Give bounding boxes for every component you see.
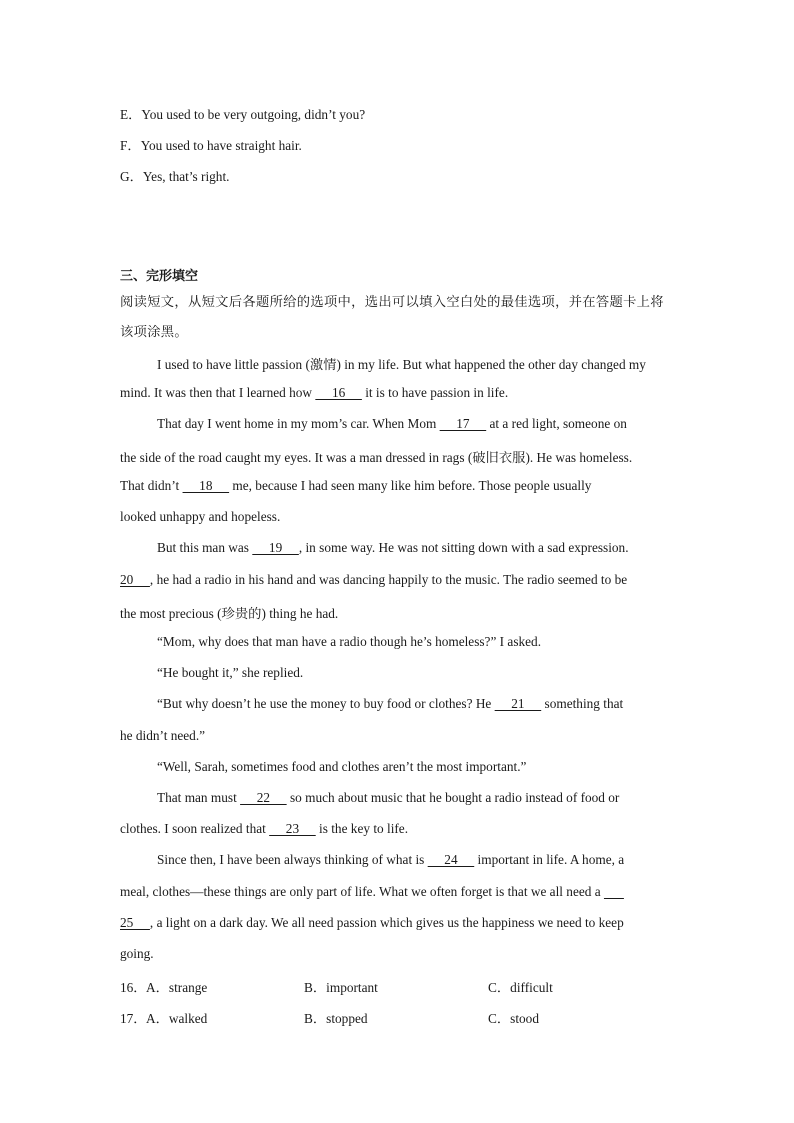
passage-text: That day I went home in my mom’s car. When Mom — [157, 416, 440, 431]
option-e: E．You used to be very outgoing, didn’t you? — [120, 107, 366, 122]
option-g: G．Yes, that’s right. — [120, 169, 230, 184]
passage-line — [120, 572, 627, 588]
section-title: 三、完形填空 — [120, 269, 199, 284]
passage-text: Since then, I have been always thinking of what is — [157, 852, 428, 867]
passage-line — [157, 852, 624, 868]
blank-23: 23 — [269, 821, 316, 836]
passage-text: is the key to life. — [315, 821, 409, 836]
passage-text: important in life. A home, a — [474, 852, 625, 867]
passage-text: me, because I had seen many like him before. Those people usually — [229, 478, 592, 493]
passage-text: , he had a radio in his hand and was dancing happily to the music. The radio seemed to be — [149, 572, 628, 587]
passage-line — [120, 821, 408, 837]
passage-line — [157, 416, 627, 432]
blank-20: 20 — [120, 572, 150, 587]
passage-text: That didn’t — [120, 478, 183, 493]
passage-line: “Mom, why does that man have a radio though he’s homeless?” I asked. — [157, 634, 542, 649]
passage-line — [157, 790, 619, 806]
passage-line: the most precious (珍贵的) thing he had. — [120, 606, 339, 621]
passage-line: going. — [120, 946, 154, 961]
blank-24: 24 — [427, 852, 475, 867]
passage-line — [120, 385, 508, 401]
passage-line — [157, 540, 629, 556]
choice-c[interactable]: C．stood — [488, 1011, 539, 1026]
blank-18: 18 — [182, 478, 230, 493]
passage-line — [157, 696, 623, 712]
passage-text: it is to have passion in life. — [361, 385, 509, 400]
question-number: 16． — [120, 980, 147, 995]
passage-text: But this man was — [157, 540, 253, 555]
choice-c[interactable]: C．difficult — [488, 980, 553, 995]
blank-21: 21 — [494, 696, 542, 711]
passage-text: so much about music that he bought a radio instead of food or — [286, 790, 620, 805]
passage-text: something that — [541, 696, 624, 711]
passage-text: at a red light, someone on — [486, 416, 627, 431]
choice-a[interactable]: A．strange — [146, 980, 208, 995]
question-number: 17． — [120, 1011, 147, 1026]
passage-line — [120, 915, 624, 931]
section-instruction-line-2: 该项涂黑。 — [120, 325, 188, 340]
passage-line: he didn’t need.” — [120, 728, 206, 743]
blank-16: 16 — [315, 385, 362, 400]
choice-a[interactable]: A．walked — [146, 1011, 208, 1026]
option-f: F．You used to have straight hair. — [120, 138, 302, 153]
blank-22: 22 — [240, 790, 287, 805]
passage-text: , in some way. He was not sitting down with a sad expression. — [298, 540, 629, 555]
passage-line — [120, 478, 591, 494]
passage-text: meal, clothes—these things are only part of life. What we often forget is that we all need a — [120, 884, 604, 899]
blank-17: 17 — [439, 416, 487, 431]
passage-line: “He bought it,” she replied. — [157, 665, 304, 680]
choice-b[interactable]: B．important — [304, 980, 378, 995]
choice-b[interactable]: B．stopped — [304, 1011, 368, 1026]
passage-text: “But why doesn’t he use the money to buy food or clothes? He — [157, 696, 495, 711]
passage-line: I used to have little passion (激情) in my life. But what happened the other day changed my — [157, 357, 646, 372]
passage-text: clothes. I soon realized that — [120, 821, 270, 836]
passage-text: mind. It was then that I learned how — [120, 385, 316, 400]
blank-19: 19 — [252, 540, 299, 555]
passage-line: the side of the road caught my eyes. It was a man dressed in rags (破旧衣服). He was homeless. — [120, 450, 633, 465]
passage-text: , a light on a dark day. We all need passion which gives us the happiness we need to keep — [149, 915, 624, 930]
passage-line: “Well, Sarah, sometimes food and clothes aren’t the most important.” — [157, 759, 527, 774]
blank-25 — [604, 884, 624, 899]
blank-25-number: 25 — [120, 915, 150, 930]
passage-text: That man must — [157, 790, 241, 805]
passage-line — [120, 884, 624, 900]
section-instruction-line-1: 阅读短文，从短文后各题所给的选项中，选出可以填入空白处的最佳选项，并在答题卡上将 — [120, 295, 664, 310]
passage-line: looked unhappy and hopeless. — [120, 509, 281, 524]
